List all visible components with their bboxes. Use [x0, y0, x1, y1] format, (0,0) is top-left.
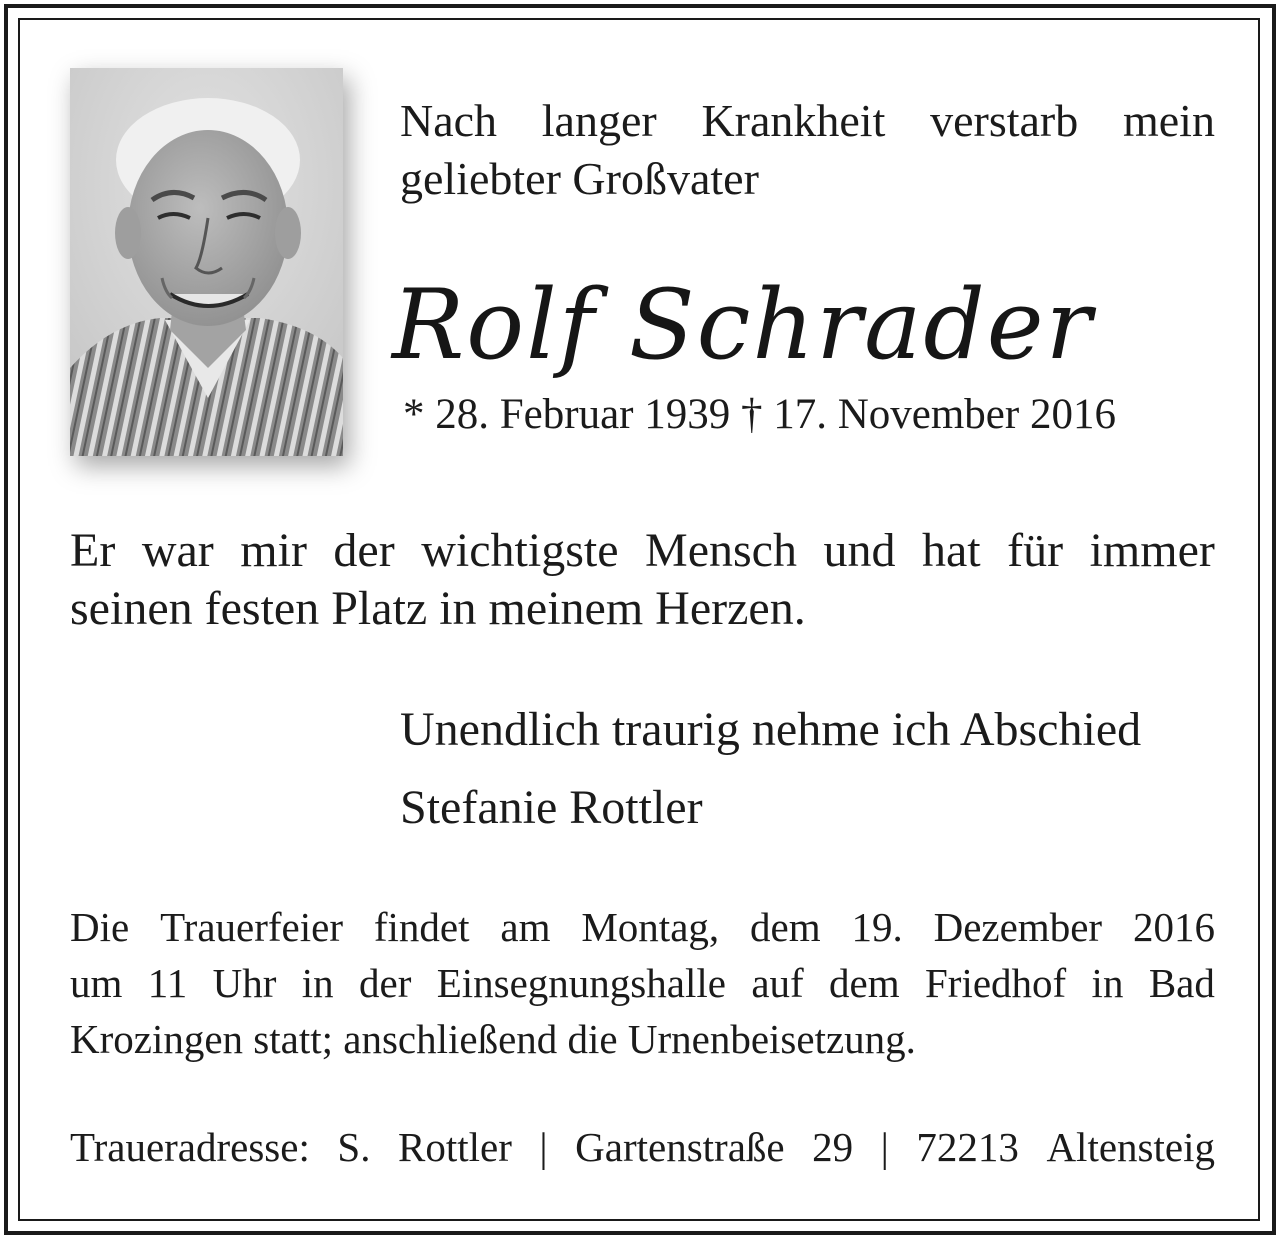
ceremony-word: Trauerfeier	[160, 904, 343, 950]
address-word: 72213	[916, 1124, 1019, 1170]
address-word: Rottler	[397, 1124, 512, 1170]
intro-word: langer	[541, 95, 657, 146]
ceremony-word: am	[500, 904, 551, 950]
intro-line-2: geliebter Großvater	[400, 153, 759, 204]
address-separator: |	[880, 1124, 889, 1170]
ceremony-word: Montag,	[581, 904, 720, 950]
ceremony-word: 11	[147, 960, 188, 1006]
tribute-word: wichtigste	[421, 524, 619, 577]
tribute-word: mir	[240, 524, 307, 577]
ceremony-word: 2016	[1132, 904, 1215, 950]
ceremony-word: dem	[750, 904, 821, 950]
tribute-word: war	[141, 524, 214, 577]
address-separator: |	[539, 1124, 548, 1170]
ceremony-line-2	[70, 955, 1215, 1011]
tribute-text	[70, 522, 1215, 638]
tribute-word: für	[1007, 524, 1064, 577]
signer-name: Stefanie Rottler	[400, 781, 703, 834]
address-word: 29	[812, 1124, 854, 1170]
life-dates: * 28. Februar 1939 † 17. November 2016	[403, 391, 1116, 438]
portrait-photo	[70, 68, 343, 456]
ceremony-word: um	[70, 960, 123, 1006]
tribute-word: Er	[70, 524, 116, 577]
tribute-word: und	[823, 524, 896, 577]
ceremony-word: Bad	[1148, 960, 1215, 1006]
tribute-word: immer	[1089, 524, 1215, 577]
address-word: Traueradresse:	[70, 1124, 310, 1170]
ceremony-text	[70, 899, 1215, 1067]
ceremony-word: Dezember	[933, 904, 1103, 950]
ceremony-line-1	[70, 899, 1215, 955]
ceremony-word: 19.	[851, 904, 903, 950]
intro-word: mein	[1122, 95, 1215, 146]
address-word: Altensteig	[1046, 1124, 1215, 1170]
mourning-address	[70, 1120, 1215, 1174]
tribute-word: der	[333, 524, 395, 577]
address-word: S.	[337, 1124, 371, 1170]
tribute-word: Mensch	[645, 524, 797, 577]
intro-word: Nach	[400, 95, 498, 146]
ceremony-word: Friedhof	[924, 960, 1067, 1006]
tribute-line-1	[70, 522, 1215, 580]
intro-word: verstarb	[930, 95, 1079, 146]
deceased-name: Rolf Schrader	[392, 269, 1094, 381]
tribute-line-2: seinen festen Platz in meinem Herzen.	[70, 582, 806, 635]
farewell-line: Unendlich traurig nehme ich Abschied	[400, 703, 1142, 756]
ceremony-word: in	[1091, 960, 1124, 1006]
ceremony-word: auf	[751, 960, 804, 1006]
ceremony-word: Die	[70, 904, 130, 950]
tribute-word: hat	[921, 524, 981, 577]
ceremony-word: dem	[829, 960, 900, 1006]
ceremony-word: Uhr	[212, 960, 277, 1006]
intro-word: Krankheit	[701, 95, 886, 146]
ceremony-word: in	[301, 960, 334, 1006]
intro-text	[400, 92, 1215, 208]
intro-line-1	[400, 92, 1215, 150]
ceremony-word: Einsegnungshalle	[436, 960, 726, 1006]
address-word: Gartenstraße	[575, 1124, 785, 1170]
ceremony-word: findet	[373, 904, 470, 950]
ceremony-word: der	[359, 960, 412, 1006]
ceremony-line-3: Krozingen statt; anschließend die Urnenbeisetzung.	[70, 1016, 916, 1062]
